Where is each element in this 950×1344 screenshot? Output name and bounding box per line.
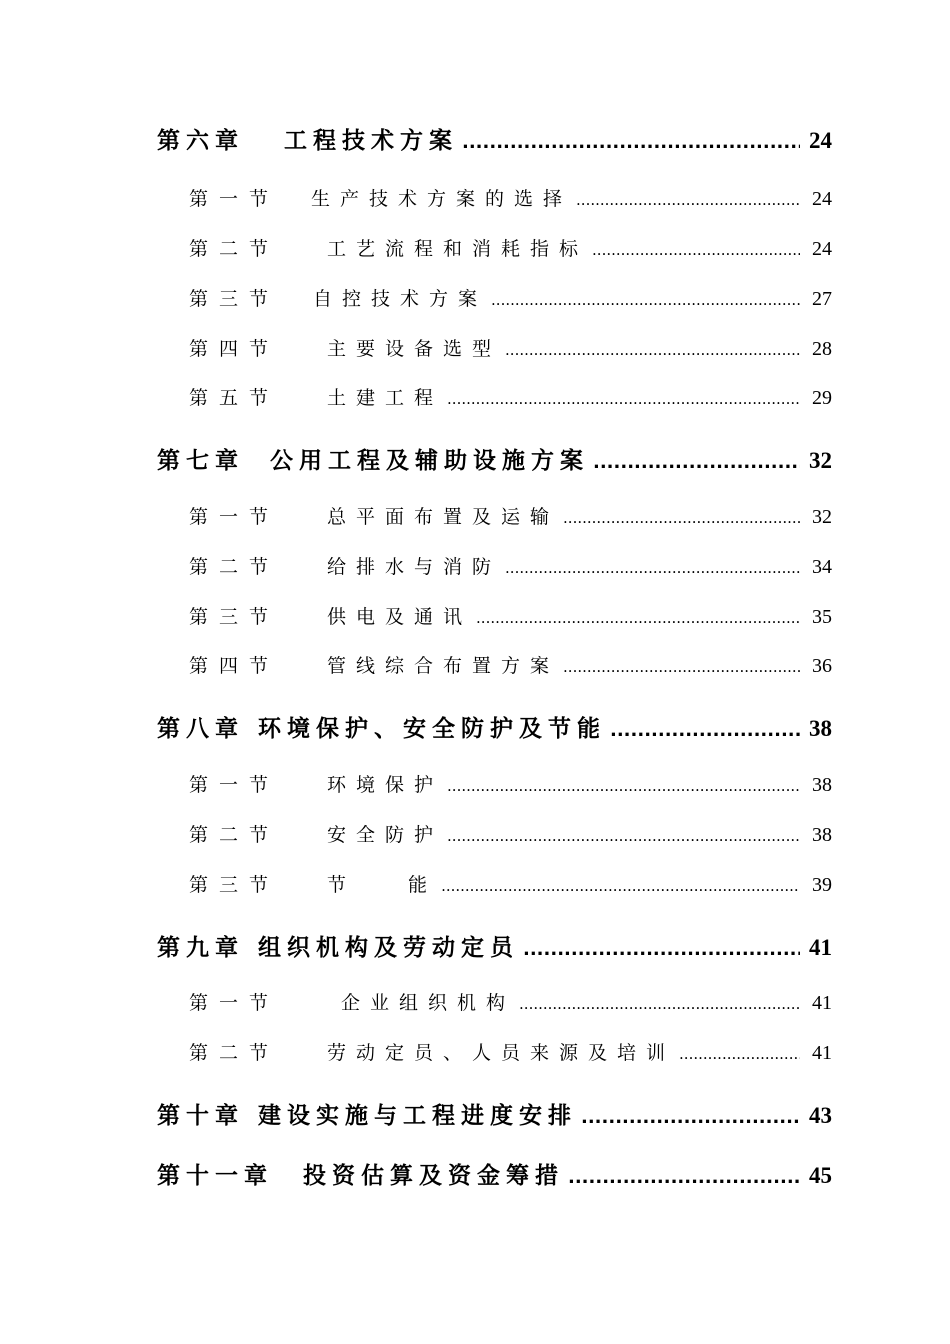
dot-leader — [576, 191, 800, 209]
chapter-title: 工程技术方案 — [284, 128, 458, 154]
chapter-number: 第六章 — [157, 128, 244, 154]
chapter-title: 组织机构及劳动定员 — [258, 935, 519, 961]
toc-section-9-2[interactable] — [189, 1038, 832, 1065]
chapter-number: 第十一章 — [157, 1163, 273, 1189]
section-number: 第一节 — [189, 188, 280, 210]
section-number: 第二节 — [189, 824, 280, 846]
toc-section-6-5[interactable] — [189, 383, 832, 410]
dot-leader — [476, 609, 800, 627]
toc-section-8-2[interactable] — [189, 820, 832, 847]
page-number: 34 — [812, 556, 832, 578]
section-title: 主要设备选型 — [327, 338, 502, 360]
toc-section-7-1[interactable] — [189, 502, 832, 529]
section-number: 第一节 — [189, 992, 280, 1014]
section-title: 节 能 — [327, 874, 438, 896]
section-title: 给排水与消防 — [327, 556, 502, 578]
page-number: 38 — [812, 824, 832, 846]
page-number: 43 — [809, 1103, 832, 1128]
dot-leader — [491, 291, 800, 309]
toc-chapter-9[interactable] — [157, 929, 832, 962]
section-title: 环境保护 — [327, 774, 444, 796]
toc-section-7-4[interactable] — [189, 651, 832, 678]
section-title: 安全防护 — [327, 824, 444, 846]
dot-leader — [593, 452, 800, 473]
dot-leader — [523, 939, 800, 960]
page-number: 29 — [812, 387, 832, 409]
section-number: 第三节 — [189, 874, 280, 896]
dot-leader — [447, 827, 800, 845]
dot-leader — [581, 1107, 800, 1128]
page-number: 35 — [812, 606, 832, 628]
page-number: 24 — [809, 128, 832, 153]
chapter-title: 建设实施与工程进度安排 — [258, 1103, 577, 1129]
toc-chapter-6[interactable] — [157, 122, 832, 155]
section-title: 企业组织机构 — [341, 992, 516, 1014]
page-number: 39 — [812, 874, 832, 896]
page-number: 32 — [812, 506, 832, 528]
page-number: 28 — [812, 338, 832, 360]
toc-section-7-3[interactable] — [189, 602, 832, 629]
page-number: 24 — [812, 238, 832, 260]
chapter-number: 第七章 — [157, 448, 244, 474]
section-number: 第二节 — [189, 238, 280, 260]
toc-section-9-1[interactable] — [189, 988, 832, 1015]
toc-chapter-7[interactable] — [157, 442, 832, 475]
section-number: 第二节 — [189, 1042, 280, 1064]
section-number: 第三节 — [189, 288, 280, 310]
toc-section-6-1[interactable] — [189, 184, 832, 211]
chapter-title: 投资估算及资金筹措 — [303, 1163, 564, 1189]
section-title: 管线综合布置方案 — [327, 655, 560, 677]
toc-section-8-3[interactable] — [189, 870, 832, 897]
page-number: 24 — [812, 188, 832, 210]
page-number: 41 — [809, 935, 832, 960]
toc-section-6-4[interactable] — [189, 334, 832, 361]
dot-leader — [568, 1167, 800, 1188]
chapter-number: 第九章 — [157, 935, 244, 961]
dot-leader — [679, 1045, 800, 1063]
page-number: 32 — [809, 448, 832, 473]
dot-leader — [447, 390, 800, 408]
page-number: 27 — [812, 288, 832, 310]
toc-chapter-8[interactable] — [157, 710, 832, 743]
page-number: 41 — [812, 1042, 832, 1064]
page-number: 38 — [812, 774, 832, 796]
dot-leader — [505, 341, 800, 359]
section-title: 总平面布置及运输 — [327, 506, 560, 528]
section-title: 土建工程 — [327, 387, 444, 409]
toc-chapter-10[interactable] — [157, 1097, 832, 1130]
section-number: 第三节 — [189, 606, 280, 628]
chapter-number: 第八章 — [157, 716, 244, 742]
section-title: 自控技术方案 — [313, 288, 488, 310]
section-title: 生产技术方案的选择 — [311, 188, 573, 210]
dot-leader — [447, 777, 800, 795]
dot-leader — [441, 877, 800, 895]
page-number: 38 — [809, 716, 832, 741]
chapter-title: 环境保护、安全防护及节能 — [258, 716, 606, 742]
dot-leader — [592, 241, 800, 259]
section-number: 第一节 — [189, 506, 280, 528]
toc-section-6-2[interactable] — [189, 234, 832, 261]
dot-leader — [462, 132, 800, 153]
section-number: 第五节 — [189, 387, 280, 409]
toc-section-7-2[interactable] — [189, 552, 832, 579]
page-number: 45 — [809, 1163, 832, 1188]
toc-section-8-1[interactable] — [189, 770, 832, 797]
dot-leader — [563, 509, 800, 527]
section-title: 劳动定员、人员来源及培训 — [327, 1042, 676, 1064]
dot-leader — [505, 559, 800, 577]
page-number: 36 — [812, 655, 832, 677]
section-number: 第四节 — [189, 338, 280, 360]
toc-chapter-11[interactable] — [157, 1157, 832, 1190]
section-title: 供电及通讯 — [327, 606, 473, 628]
toc-section-6-3[interactable] — [189, 284, 832, 311]
page-number: 41 — [812, 992, 832, 1014]
chapter-number: 第十章 — [157, 1103, 244, 1129]
section-number: 第一节 — [189, 774, 280, 796]
dot-leader — [519, 995, 800, 1013]
dot-leader — [563, 658, 800, 676]
dot-leader — [610, 720, 800, 741]
section-number: 第四节 — [189, 655, 280, 677]
section-title: 工艺流程和消耗指标 — [327, 238, 589, 260]
chapter-title: 公用工程及辅助设施方案 — [270, 448, 589, 474]
section-number: 第二节 — [189, 556, 280, 578]
